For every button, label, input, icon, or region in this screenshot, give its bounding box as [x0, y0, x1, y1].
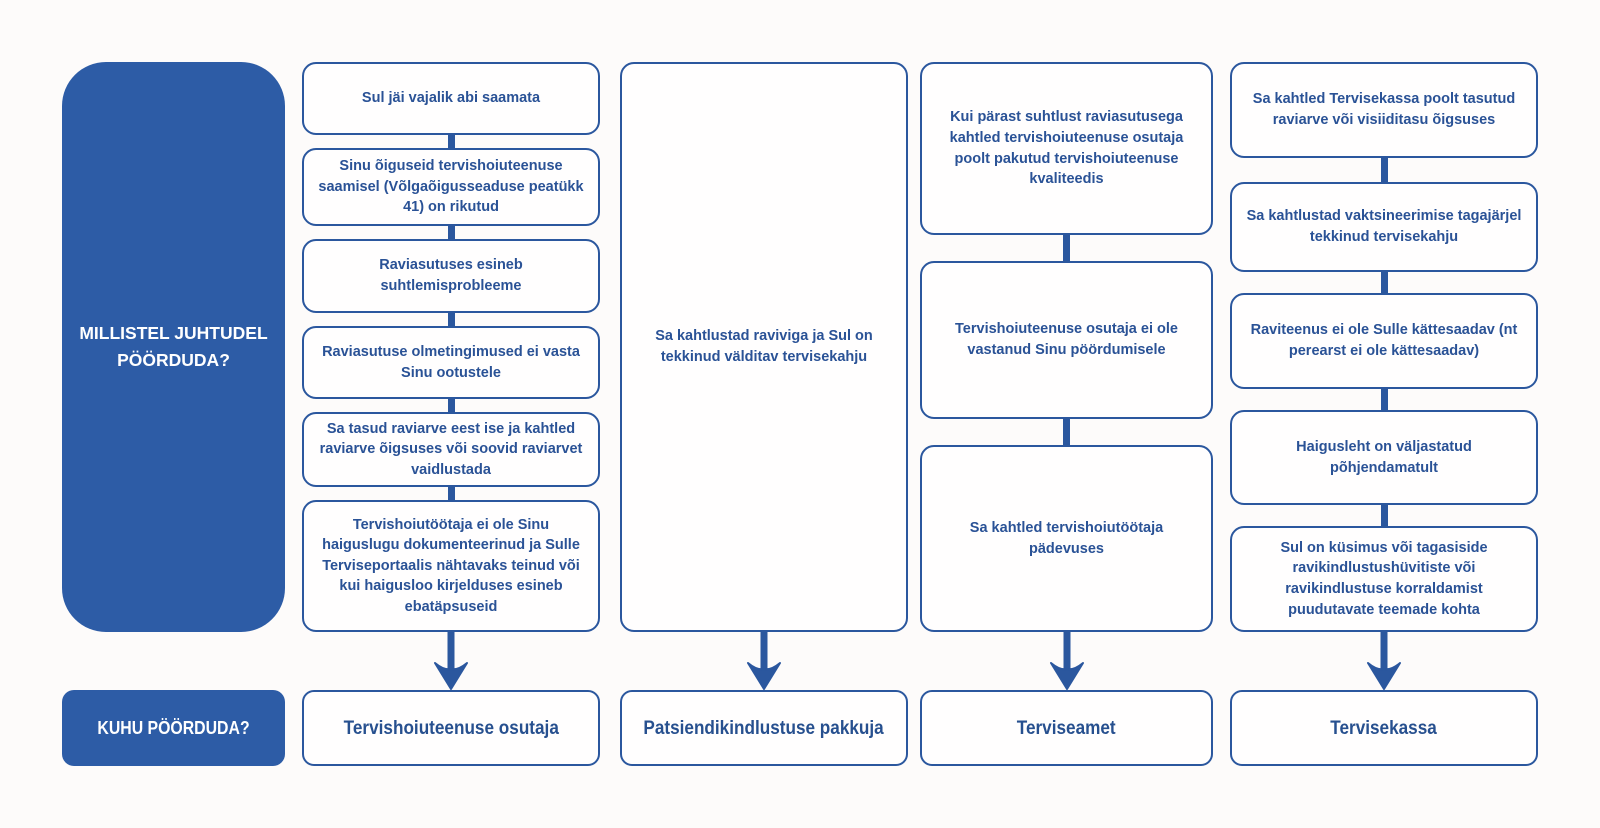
where-label: KUHU PÖÖRDUDA? — [97, 717, 250, 738]
destination-box-tervishoiuteenuse-osutaja — [302, 690, 600, 766]
case-box: Haigusleht on väljastatud põhjendamatult — [1230, 410, 1538, 505]
case-stack — [920, 62, 1213, 632]
case-box: Raviteenus ei ole Sulle kättesaadav (nt perearst ei ole kättesaadav) — [1230, 293, 1538, 389]
case-box: Sa kahtlustad vaktsineerimise tagajärjel tekkinud tervisekahju — [1230, 182, 1538, 272]
case-stack — [620, 62, 908, 632]
column-terviseamet — [920, 62, 1213, 766]
case-box: Raviasutuses esineb suhtlemisprobleeme — [302, 239, 600, 313]
where-label-panel — [62, 690, 285, 766]
connector-line — [448, 487, 455, 500]
connector-line — [1381, 272, 1388, 293]
connector-line — [1381, 158, 1388, 182]
connector-line — [448, 226, 455, 239]
destination-label: Tervisekassa — [1330, 716, 1438, 739]
destination-label: Patsiendikindlustuse pakkuja — [643, 716, 885, 739]
destination-box-terviseamet — [920, 690, 1213, 766]
case-box: Sa kahtlustad raviviga ja Sul on tekkinud välditav tervisekahju — [620, 62, 908, 632]
destination-box-patsiendikindlustuse-pakkuja — [620, 690, 908, 766]
column-tervisekassa — [1230, 62, 1538, 766]
case-stack — [302, 62, 600, 632]
down-arrow-icon — [302, 632, 600, 690]
connector-line — [448, 399, 455, 412]
case-box: Sa kahtled Tervisekassa poolt tasutud raviarve või visiiditasu õigsuses — [1230, 62, 1538, 158]
case-box: Sul on küsimus või tagasiside ravikindlustushüvitiste või ravikindlustuse korraldamist puudutavate teemade kohta — [1230, 526, 1538, 632]
destination-label: Tervishoiuteenuse osutaja — [343, 716, 559, 739]
connector-line — [1381, 505, 1388, 526]
destination-label: Terviseamet — [1017, 716, 1116, 739]
cases-label: MILLISTEL JUHTUDEL PÖÖRDUDA? — [79, 322, 268, 370]
case-box: Sinu õiguseid tervishoiuteenuse saamisel (Võlgaõigusseaduse peatükk 41) on rikutud — [302, 148, 600, 226]
connector-line — [1063, 419, 1070, 445]
case-stack — [1230, 62, 1538, 632]
case-box: Raviasutuse olmetingimused ei vasta Sinu ootustele — [302, 326, 600, 399]
case-box: Sul jäi vajalik abi saamata — [302, 62, 600, 135]
case-box: Tervishoiuteenuse osutaja ei ole vastanud Sinu pöördumisele — [920, 261, 1213, 419]
connector-line — [1381, 389, 1388, 410]
down-arrow-icon — [920, 632, 1213, 690]
case-box: Sa tasud raviarve eest ise ja kahtled raviarve õigsuses või soovid raviarvet vaidlustada — [302, 412, 600, 487]
case-box: Tervishoiutöötaja ei ole Sinu haiguslugu dokumenteerinud ja Sulle Terviseportaalis nähtavaks teinud või kui haigusloo kirjelduses esineb ebatäpsuseid — [302, 500, 600, 632]
column-tervishoiuteenuse-osutaja — [302, 62, 600, 766]
column-patsiendikindlustuse-pakkuja — [620, 62, 908, 766]
case-box: Kui pärast suhtlust raviasutusega kahtled tervishoiuteenuse osutaja poolt pakutud tervishoiuteenuse kvaliteedis — [920, 62, 1213, 235]
connector-line — [448, 313, 455, 326]
case-box: Sa kahtled tervishoiutöötaja pädevuses — [920, 445, 1213, 632]
down-arrow-icon — [1230, 632, 1538, 690]
connector-line — [1063, 235, 1070, 261]
destination-box-tervisekassa — [1230, 690, 1538, 766]
connector-line — [448, 135, 455, 148]
cases-label-panel — [62, 62, 285, 632]
down-arrow-icon — [620, 632, 908, 690]
